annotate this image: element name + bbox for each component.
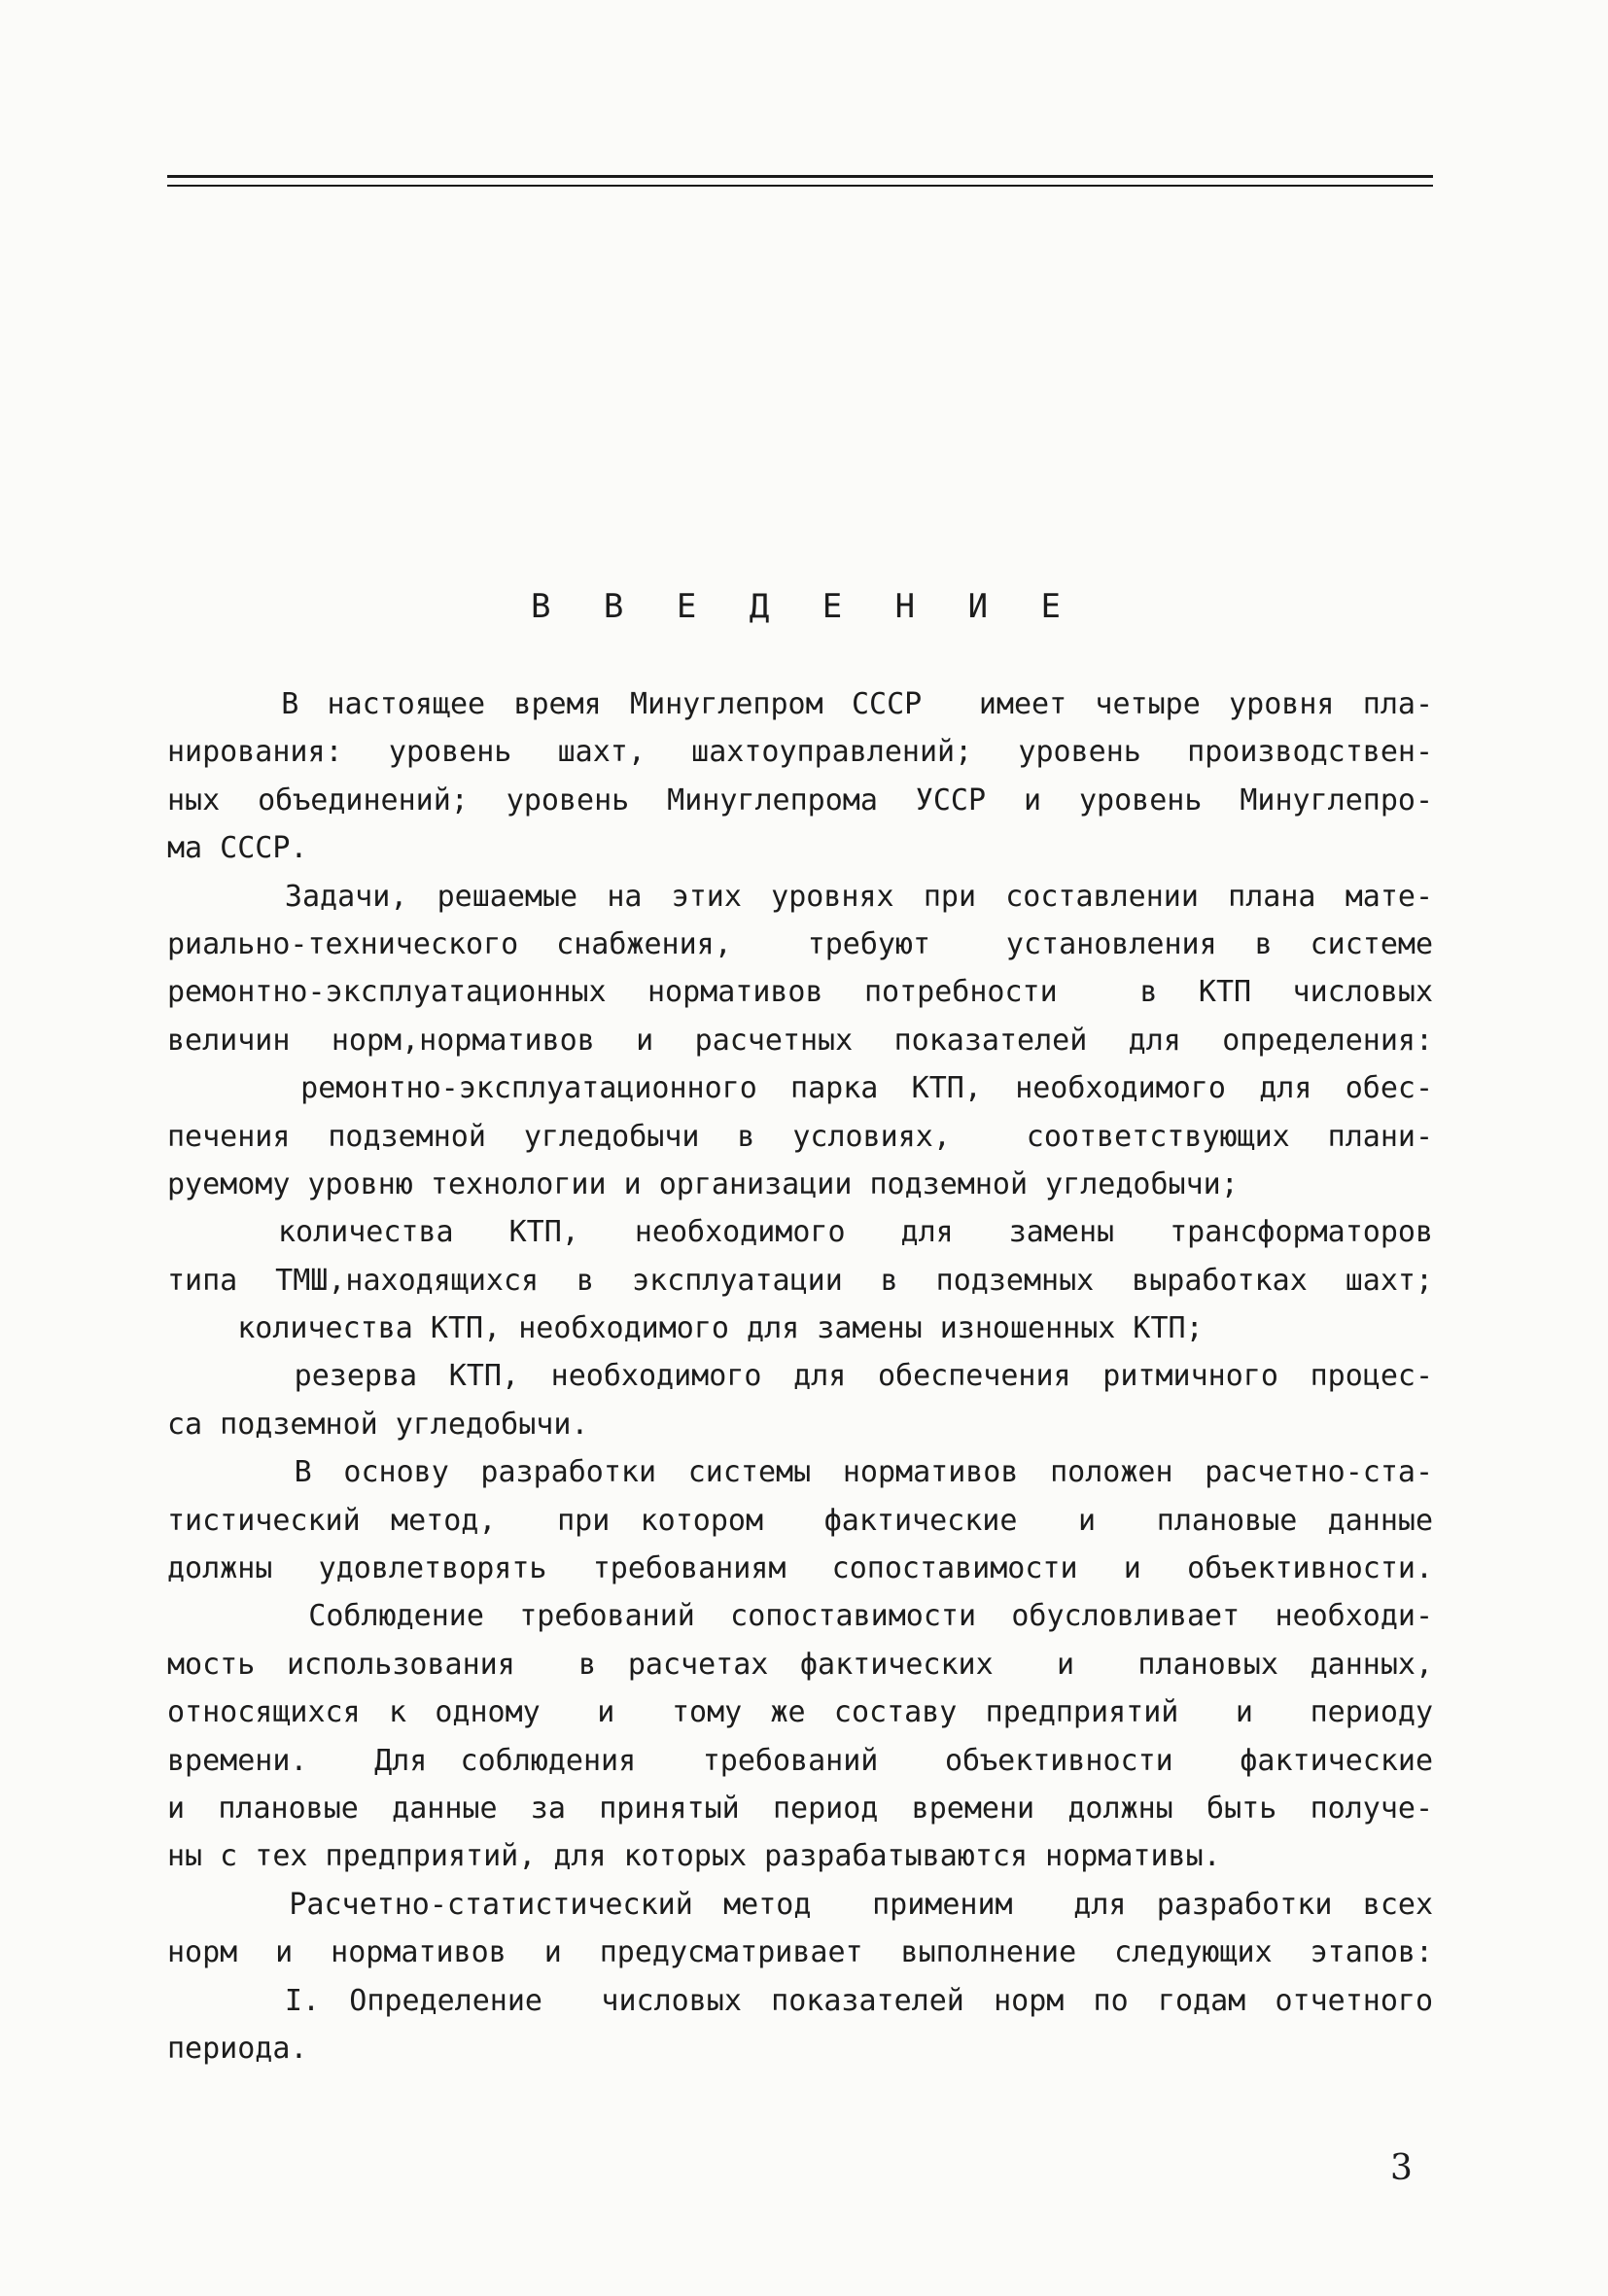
text-line: I. Определение числовых показателей норм по годам отчетного — [167, 1983, 1433, 2018]
text-line: са подземной угледобычи. — [167, 1407, 589, 1442]
text-line: В настоящее время Минуглепром СССР имеет четыре уровня пла- — [167, 687, 1433, 721]
text-line: ма СССР. — [167, 831, 308, 866]
text-line: мость использования в расчетах фактических и плановых данных, — [167, 1647, 1433, 1682]
text-line: времени. Для соблюдения требований объективности фактические — [167, 1743, 1433, 1778]
header-rule-top — [167, 175, 1433, 178]
text-line: количества КТП, необходимого для замены изношенных КТП; — [167, 1311, 1204, 1346]
section-heading: В В Е Д Е Н И Е — [530, 587, 1078, 626]
text-line: Расчетно-статистический метод применим для разработки всех — [167, 1887, 1433, 1922]
text-line: относящихся к одному и тому же составу предприятий и периоду — [167, 1695, 1433, 1730]
text-line: величин норм,нормативов и расчетных показателей для определения: — [167, 1023, 1433, 1058]
text-line: В основу разработки системы нормативов положен расчетно-ста- — [167, 1455, 1433, 1490]
text-line: должны удовлетворять требованиям сопоставимости и объективности. — [167, 1551, 1433, 1586]
text-line: нирования: уровень шахт, шахтоуправлений; уровень производствен- — [167, 735, 1433, 770]
text-line: норм и нормативов и предусматривает выполнение следующих этапов: — [167, 1935, 1433, 1970]
text-line: Задачи, решаемые на этих уровнях при составлении плана мате- — [167, 879, 1433, 914]
text-line: риально-технического снабжения, требуют установления в системе — [167, 926, 1433, 961]
text-line: Соблюдение требований сопоставимости обусловливает необходи- — [167, 1599, 1433, 1634]
text-line: печения подземной угледобычи в условиях, соответствующих плани- — [167, 1119, 1433, 1154]
text-line: ремонтно-эксплуатационного парка КТП, необходимого для обес- — [167, 1071, 1433, 1106]
text-line: типа ТМШ,находящихся в эксплуатации в подземных выработках шахт; — [167, 1263, 1433, 1298]
text-line: тистический метод, при котором фактические и плановые данные — [167, 1503, 1433, 1538]
header-rule-bottom — [167, 185, 1433, 187]
text-line: ны с тех предприятий, для которых разрабатываются нормативы. — [167, 1839, 1221, 1874]
text-line: ремонтно-эксплуатационных нормативов потребности в КТП числовых — [167, 975, 1433, 1010]
text-line: резерва КТП, необходимого для обеспечения ритмичного процес- — [167, 1359, 1433, 1394]
text-line: руемому уровню технологии и организации подземной угледобычи; — [167, 1166, 1239, 1201]
text-line: ных объединений; уровень Минуглепрома УССР и уровень Минуглепро- — [167, 783, 1433, 818]
text-line: количества КТП, необходимого для замены трансформаторов — [167, 1215, 1433, 1250]
page-number: 3 — [1390, 2148, 1413, 2188]
body-text — [167, 680, 1433, 2072]
text-line: и плановые данные за принятый период времени должны быть получе- — [167, 1791, 1433, 1826]
text-line: периода. — [167, 2031, 308, 2066]
